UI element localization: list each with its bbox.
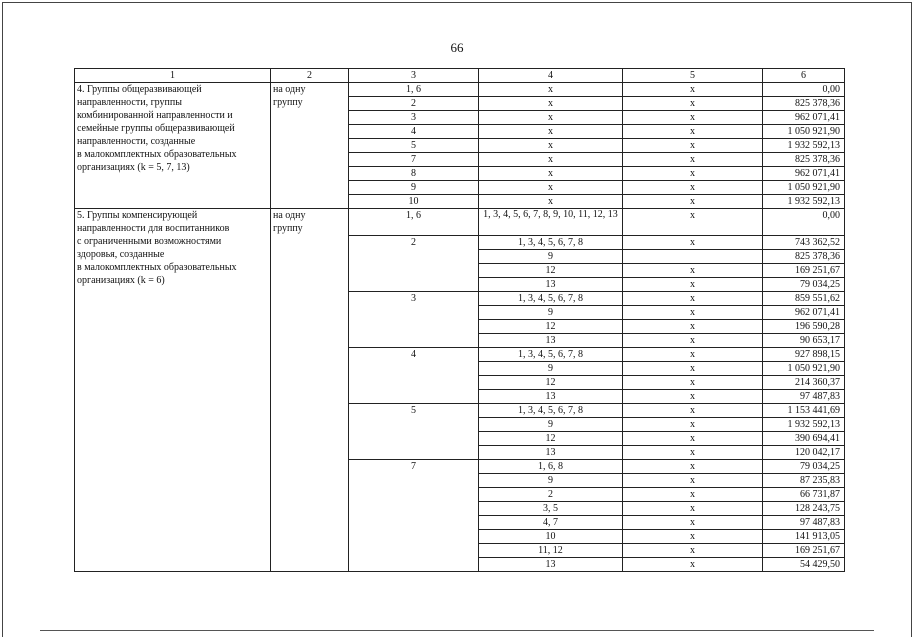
cell-col6: 825 378,36 xyxy=(763,97,845,111)
cell-col3: 10 xyxy=(349,195,479,209)
cell-col5: х xyxy=(623,502,763,516)
cell-col6: 962 071,41 xyxy=(763,167,845,181)
cell-col5: х xyxy=(623,153,763,167)
group-4-label-line: направленности, созданные xyxy=(77,136,196,147)
column-header-3: 3 xyxy=(349,69,479,83)
cell-col5: х xyxy=(623,404,763,418)
cell-col6: 1 932 592,13 xyxy=(763,418,845,432)
cell-col6: 825 378,36 xyxy=(763,250,845,264)
cell-col5: х xyxy=(623,278,763,292)
cell-col5: х xyxy=(623,348,763,362)
cell-col3: 1, 6 xyxy=(349,83,479,97)
cell-col3: 2 xyxy=(349,236,479,292)
cell-col4: 10 xyxy=(479,530,623,544)
cell-col6: 54 429,50 xyxy=(763,558,845,572)
cell-col5: х xyxy=(623,334,763,348)
cell-col6: 825 378,36 xyxy=(763,153,845,167)
cell-col6: 169 251,67 xyxy=(763,264,845,278)
cell-col4: 12 xyxy=(479,264,623,278)
cell-col4: 9 xyxy=(479,306,623,320)
cell-col6: 1 153 441,69 xyxy=(763,404,845,418)
group-4-label-line: в малокомплектных образовательных xyxy=(77,149,237,160)
cell-col6: 1 932 592,13 xyxy=(763,139,845,153)
cell-col5: х xyxy=(623,390,763,404)
cell-col3: 3 xyxy=(349,111,479,125)
cell-col6: 859 551,62 xyxy=(763,292,845,306)
cell-col5: х xyxy=(623,474,763,488)
cell-col5: х xyxy=(623,236,763,250)
cell-col4: 1, 3, 4, 5, 6, 7, 8 xyxy=(479,404,623,418)
cell-col5: х xyxy=(623,488,763,502)
column-header-1: 1 xyxy=(75,69,271,83)
cell-col3: 4 xyxy=(349,125,479,139)
group-5-unit xyxy=(271,209,349,572)
group-5-unit-line: на одну xyxy=(273,210,306,221)
cell-col5: х xyxy=(623,558,763,572)
cell-col6: 141 913,05 xyxy=(763,530,845,544)
cell-col6: 927 898,15 xyxy=(763,348,845,362)
group-4-label-line: комбинированной направленности и xyxy=(77,110,233,121)
cell-col5: х xyxy=(623,264,763,278)
cell-col4: х xyxy=(479,139,623,153)
cell-col5 xyxy=(623,250,763,264)
cell-col5: х xyxy=(623,125,763,139)
cell-col3: 1, 6 xyxy=(349,209,479,236)
group-5-label-line: здоровья, созданные xyxy=(77,249,165,260)
cell-col4: 13 xyxy=(479,446,623,460)
group-4-label-line: семейные группы общеразвивающей xyxy=(77,123,235,134)
group-4-label-line: направленности, группы xyxy=(77,97,182,108)
cell-col3: 5 xyxy=(349,139,479,153)
group-5-label xyxy=(75,209,271,572)
group-4-label-line: 4. Группы общеразвивающей xyxy=(77,84,202,95)
cell-col4: х xyxy=(479,111,623,125)
cell-col6: 1 050 921,90 xyxy=(763,362,845,376)
cell-col4: 9 xyxy=(479,474,623,488)
cell-col5: х xyxy=(623,97,763,111)
header-row xyxy=(75,69,845,83)
cell-col4: х xyxy=(479,153,623,167)
cell-col4: 11, 12 xyxy=(479,544,623,558)
cell-col6: 390 694,41 xyxy=(763,432,845,446)
group-4-unit xyxy=(271,83,349,209)
cell-col6: 1 050 921,90 xyxy=(763,181,845,195)
cell-col5: х xyxy=(623,292,763,306)
group-5-label-line: 5. Группы компенсирующей xyxy=(77,210,198,221)
cell-col4: 9 xyxy=(479,250,623,264)
cell-col4: 1, 3, 4, 5, 6, 7, 8 xyxy=(479,292,623,306)
group-5-label-line: организациях (k = 6) xyxy=(77,275,165,286)
cell-col4: 12 xyxy=(479,320,623,334)
table-row xyxy=(75,83,845,97)
cell-col4: 12 xyxy=(479,376,623,390)
cell-col6: 120 042,17 xyxy=(763,446,845,460)
cell-col5: х xyxy=(623,544,763,558)
cell-col4: 1, 3, 4, 5, 6, 7, 8 xyxy=(479,236,623,250)
cell-col5: х xyxy=(623,83,763,97)
cell-col5: х xyxy=(623,530,763,544)
cell-col4: 3, 5 xyxy=(479,502,623,516)
cell-col3: 5 xyxy=(349,404,479,460)
cell-col5: х xyxy=(623,418,763,432)
group-4-label-line: организациях (k = 5, 7, 13) xyxy=(77,162,190,173)
group-4-unit-line: группу xyxy=(273,97,303,108)
group-5-label-line: в малокомплектных образовательных xyxy=(77,262,237,273)
cell-col3: 9 xyxy=(349,181,479,195)
cell-col6: 214 360,37 xyxy=(763,376,845,390)
cell-col4: 2 xyxy=(479,488,623,502)
cell-col6: 962 071,41 xyxy=(763,111,845,125)
cell-col5: х xyxy=(623,320,763,334)
cell-col6: 79 034,25 xyxy=(763,460,845,474)
page-bottom-rule xyxy=(40,630,874,631)
cell-col6: 87 235,83 xyxy=(763,474,845,488)
cell-col5: х xyxy=(623,167,763,181)
cell-col6: 66 731,87 xyxy=(763,488,845,502)
cell-col5: х xyxy=(623,446,763,460)
cell-col3: 7 xyxy=(349,460,479,572)
tariff-table xyxy=(74,68,845,572)
cell-col5: х xyxy=(623,306,763,320)
column-header-5: 5 xyxy=(623,69,763,83)
cell-col4: х xyxy=(479,97,623,111)
cell-col3: 2 xyxy=(349,97,479,111)
cell-col4: 9 xyxy=(479,362,623,376)
cell-col5: х xyxy=(623,139,763,153)
table-row xyxy=(75,209,845,236)
group-5-label-line: направленности для воспитанников xyxy=(77,223,230,234)
group-5-label-line: с ограниченными возможностями xyxy=(77,236,222,247)
cell-col6: 1 932 592,13 xyxy=(763,195,845,209)
cell-col6: 169 251,67 xyxy=(763,544,845,558)
cell-col6: 128 243,75 xyxy=(763,502,845,516)
cell-col6: 962 071,41 xyxy=(763,306,845,320)
cell-col5: х xyxy=(623,460,763,474)
group-4-label xyxy=(75,83,271,209)
cell-col4: х xyxy=(479,167,623,181)
cell-col5: х xyxy=(623,111,763,125)
cell-col4: 9 xyxy=(479,418,623,432)
group-5-unit-line: группу xyxy=(273,223,303,234)
cell-col5: х xyxy=(623,432,763,446)
cell-col4: х xyxy=(479,83,623,97)
cell-col6: 97 487,83 xyxy=(763,516,845,530)
cell-col4: х xyxy=(479,181,623,195)
cell-col4: 1, 3, 4, 5, 6, 7, 8, 9, 10, 11, 12, 13 xyxy=(479,209,623,236)
cell-col6: 90 653,17 xyxy=(763,334,845,348)
column-header-6: 6 xyxy=(763,69,845,83)
cell-col6: 0,00 xyxy=(763,209,845,236)
cell-col4: 13 xyxy=(479,334,623,348)
cell-col6: 79 034,25 xyxy=(763,278,845,292)
cell-col6: 196 590,28 xyxy=(763,320,845,334)
cell-col5: х xyxy=(623,362,763,376)
cell-col4: 1, 3, 4, 5, 6, 7, 8 xyxy=(479,348,623,362)
cell-col5: х xyxy=(623,376,763,390)
cell-col6: 1 050 921,90 xyxy=(763,125,845,139)
cell-col6: 97 487,83 xyxy=(763,390,845,404)
page-number: 66 xyxy=(450,40,464,55)
cell-col4: 13 xyxy=(479,390,623,404)
cell-col6: 0,00 xyxy=(763,83,845,97)
column-header-2: 2 xyxy=(271,69,349,83)
cell-col3: 8 xyxy=(349,167,479,181)
cell-col4: 4, 7 xyxy=(479,516,623,530)
column-header-4: 4 xyxy=(479,69,623,83)
cell-col3: 3 xyxy=(349,292,479,348)
cell-col5: х xyxy=(623,209,763,236)
cell-col3: 7 xyxy=(349,153,479,167)
cell-col5: х xyxy=(623,181,763,195)
cell-col4: 13 xyxy=(479,278,623,292)
cell-col4: 12 xyxy=(479,432,623,446)
cell-col6: 743 362,52 xyxy=(763,236,845,250)
cell-col4: 13 xyxy=(479,558,623,572)
cell-col4: х xyxy=(479,125,623,139)
cell-col3: 4 xyxy=(349,348,479,404)
cell-col5: х xyxy=(623,195,763,209)
cell-col4: 1, 6, 8 xyxy=(479,460,623,474)
group-4-unit-line: на одну xyxy=(273,84,306,95)
cell-col5: х xyxy=(623,516,763,530)
cell-col4: х xyxy=(479,195,623,209)
